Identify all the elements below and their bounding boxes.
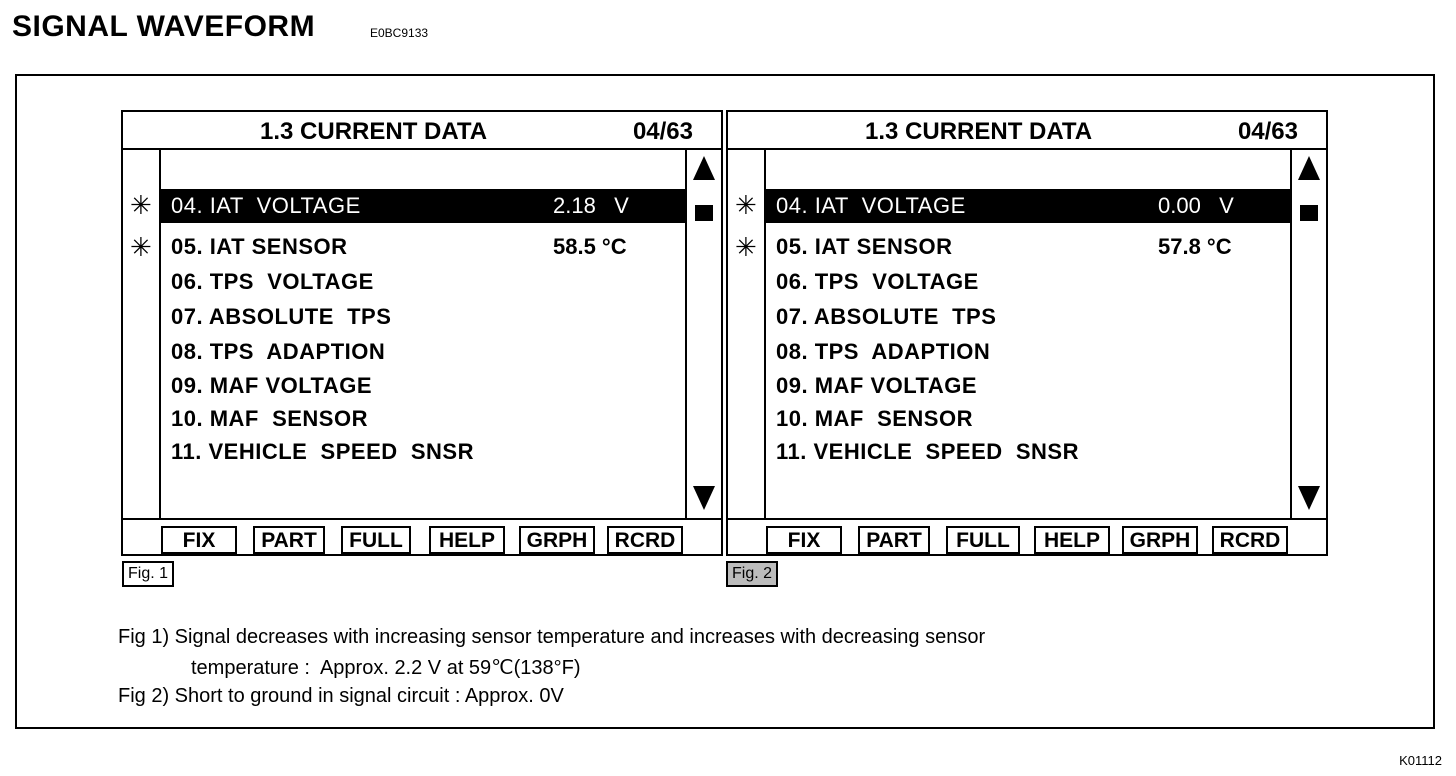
up-arrow-icon[interactable]: [1298, 156, 1320, 180]
data-list: [766, 150, 1290, 518]
item-label: 05. IAT SENSOR: [171, 234, 348, 259]
function-key-bar: [123, 518, 721, 554]
up-arrow-icon[interactable]: [693, 156, 715, 180]
note-fig1-line1: Fig 1) Signal decreases with increasing sensor temperature and increases with decreasing sensor: [118, 626, 986, 648]
screen-header: [123, 112, 721, 150]
full-button[interactable]: FULL: [946, 526, 1020, 554]
asterisk-icon: ✳: [130, 190, 152, 220]
screen-title: 1.3 CURRENT DATA: [865, 118, 1093, 145]
list-item[interactable]: [161, 265, 685, 299]
help-button[interactable]: HELP: [429, 526, 505, 554]
down-arrow-icon[interactable]: [693, 486, 715, 510]
list-item[interactable]: [766, 230, 1290, 264]
item-label: 09. MAF VOLTAGE: [171, 373, 373, 398]
list-item[interactable]: [766, 369, 1290, 403]
page-title: SIGNAL WAVEFORM: [12, 10, 316, 43]
help-button[interactable]: HELP: [1034, 526, 1110, 554]
figure-label-2: Fig. 2: [726, 561, 778, 587]
item-label: 07. ABSOLUTE TPS: [171, 304, 392, 329]
scrollbar[interactable]: [685, 150, 721, 518]
item-label: 08. TPS ADAPTION: [776, 339, 991, 364]
list-item[interactable]: [161, 435, 685, 469]
grph-button[interactable]: GRPH: [1122, 526, 1198, 554]
item-label: 10. MAF SENSOR: [776, 406, 973, 431]
scrollbar[interactable]: [1290, 150, 1326, 518]
item-value: 2.18 V: [553, 193, 629, 218]
page-counter: 04/63: [632, 118, 693, 145]
grph-button[interactable]: GRPH: [519, 526, 595, 554]
item-value: 58.5 °C: [553, 234, 627, 259]
row-mark-column: [123, 150, 161, 518]
item-value: 57.8 °C: [1158, 234, 1232, 259]
down-arrow-icon[interactable]: [1298, 486, 1320, 510]
item-label: 08. TPS ADAPTION: [171, 339, 386, 364]
figure-code: K01112: [1399, 753, 1442, 768]
asterisk-icon: ✳: [735, 232, 757, 262]
part-button[interactable]: PART: [858, 526, 930, 554]
part-button[interactable]: PART: [253, 526, 325, 554]
item-value: 0.00 V: [1158, 193, 1234, 218]
item-label: 06. TPS VOLTAGE: [171, 269, 374, 294]
list-item[interactable]: [766, 265, 1290, 299]
note-fig2-line1: Fig 2) Short to ground in signal circuit : Approx. 0V: [118, 685, 564, 707]
item-label: 04. IAT VOLTAGE: [776, 193, 966, 218]
item-label: 10. MAF SENSOR: [171, 406, 368, 431]
asterisk-icon: ✳: [130, 232, 152, 262]
row-mark-column: [728, 150, 766, 518]
item-label: 07. ABSOLUTE TPS: [776, 304, 997, 329]
fix-button[interactable]: FIX: [766, 526, 842, 554]
fix-button[interactable]: FIX: [161, 526, 237, 554]
item-label: 09. MAF VOLTAGE: [776, 373, 978, 398]
page-counter: 04/63: [1237, 118, 1298, 145]
list-item[interactable]: [766, 189, 1290, 223]
scroll-thumb[interactable]: [1300, 205, 1318, 221]
item-label: 04. IAT VOLTAGE: [171, 193, 361, 218]
scroll-thumb[interactable]: [695, 205, 713, 221]
list-item[interactable]: [161, 335, 685, 369]
document-code: E0BC9133: [370, 26, 429, 40]
figure-label-1: Fig. 1: [122, 561, 174, 587]
list-item[interactable]: [161, 300, 685, 334]
list-item[interactable]: [161, 189, 685, 223]
list-item[interactable]: [161, 402, 685, 436]
rcrd-button[interactable]: RCRD: [607, 526, 683, 554]
list-item[interactable]: [766, 335, 1290, 369]
note-fig1-line2: temperature : Approx. 2.2 V at 59℃(138°F): [191, 657, 581, 679]
list-item[interactable]: [766, 435, 1290, 469]
scan-tool-screen-2: [726, 110, 1328, 556]
item-label: 06. TPS VOLTAGE: [776, 269, 979, 294]
screen-title: 1.3 CURRENT DATA: [260, 118, 488, 145]
list-item[interactable]: [161, 230, 685, 264]
full-button[interactable]: FULL: [341, 526, 411, 554]
data-list: [161, 150, 685, 518]
function-key-bar: [728, 518, 1326, 554]
list-item[interactable]: [766, 300, 1290, 334]
item-label: 05. IAT SENSOR: [776, 234, 953, 259]
list-item[interactable]: [161, 369, 685, 403]
rcrd-button[interactable]: RCRD: [1212, 526, 1288, 554]
item-label: 11. VEHICLE SPEED SNSR: [776, 439, 1079, 464]
item-label: 11. VEHICLE SPEED SNSR: [171, 439, 474, 464]
asterisk-icon: ✳: [735, 190, 757, 220]
list-item[interactable]: [766, 402, 1290, 436]
screen-header: [728, 112, 1326, 150]
scan-tool-screen-1: [121, 110, 723, 556]
